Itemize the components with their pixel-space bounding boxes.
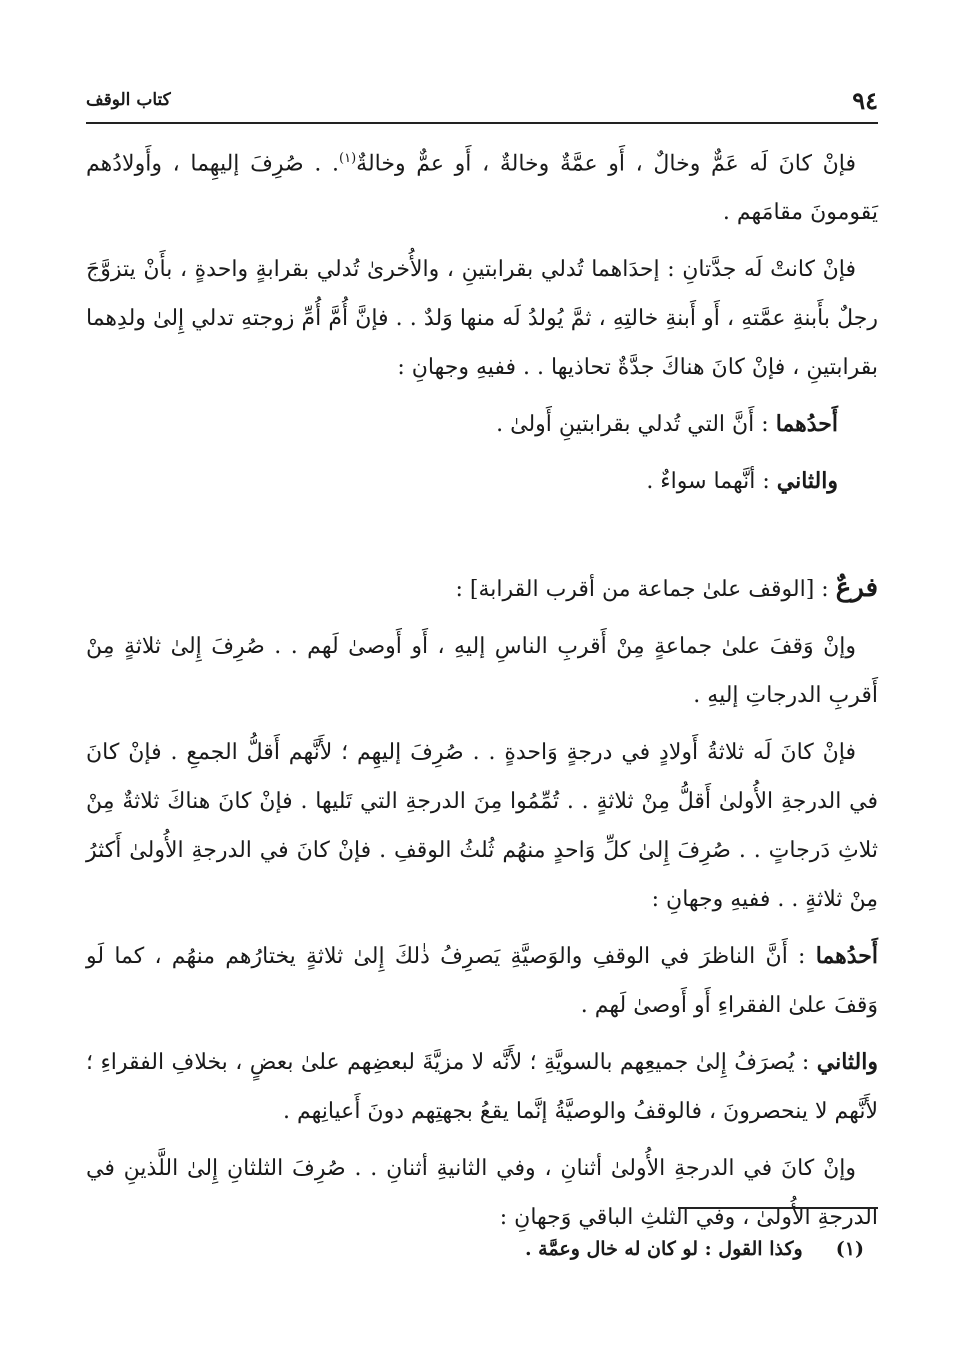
paragraph <box>86 932 878 1030</box>
paragraph-lead: أَحدُهما <box>815 943 878 970</box>
paragraph-text: : أنَّهما سواءٌ . <box>646 469 777 495</box>
paragraph <box>86 134 878 237</box>
footnote-marker: (١) <box>835 1238 864 1260</box>
paragraph-text: فإنْ كانَ لَه عَمٌّ وخالٌ ، أَو عمَّةٌ وخالةٌ ، أَو عمٌّ وخالةٌ <box>356 151 856 177</box>
paragraph-text: : أَنَّ الناظرَ في الوقفِ والوَصيَّةِ يَصرِفُ ذٰلكَ إِلىٰ ثلاثةٍ يختارُهم منهُم ، كما لَو وَقفَ علىٰ الفقراءِ أَو أَوصىٰ لَهم . <box>86 944 878 1019</box>
section-title: : [الوقف علىٰ جماعة من أقرب القرابة] : <box>455 577 836 603</box>
paragraph-lead: والثاني <box>776 468 838 495</box>
page-header <box>86 86 878 124</box>
page-number: ٩٤ <box>852 86 878 115</box>
paragraph <box>86 1038 878 1136</box>
footnote-text: وكذا القول : لو كان له خال وعمَّة . <box>524 1238 803 1260</box>
paragraph-lead: والثاني <box>816 1049 878 1076</box>
paragraph-text: . . صُرِفَ إليهِما ، وأَولادُهم يَقومونَ مقامَهم . <box>86 151 878 226</box>
footnote <box>104 1238 864 1260</box>
section-gap <box>86 514 878 564</box>
paragraph: فإنْ كانَ لَه ثلاثةُ أَولادٍ في درجةٍ وَاحدةٍ . . صُرِفَ إليهِم ؛ لأَنَّهم أَقلُّ الجمعِ . فإنْ كانَ في الدرجةِ الأُولىٰ أَقلُّ مِنْ ثلاثةٍ . . تُمِّمُوا مِنَ الدرجةِ التي تَليها . فإنْ كانَ هناكَ ثلاثةٌ مِنْ ثلاثِ دَرجاتٍ . . صُرِفَ إِلىٰ كلِّ وَاحدٍ منهُم ثُلثُ الوقفِ . فإنْ كانَ في الدرجةِ الأُولىٰ أَكثرُ مِنْ ثلاثةٍ . . ففيهِ وجهانِ : <box>86 740 878 913</box>
section-heading <box>86 564 878 614</box>
footnote-divider <box>678 1207 878 1209</box>
section-lead: فرعٌ <box>835 573 878 604</box>
paragraph-lead: أَحدُهما <box>775 411 838 438</box>
footnote-ref: (١) <box>339 151 357 166</box>
paragraph <box>86 400 878 449</box>
paragraph: فإنْ كانتْ لَه جدَّتانِ : إحدَاهما تُدلي بقرابتينِ ، والأُخرىٰ تُدلي بقرابةٍ واحدةٍ ، بأَنْ يتزوَّجَ رجلٌ بأَبنةِ عمَّتهِ ، أَو أَبنةِ خالتِهِ ، ثمَّ يُولدُ لَه منها وَلدٌ . . فإنَّ أُمَّ أُمِّ زوجتهِ تدلي إِلىٰ ولدِهما بقرابتينِ ، فإنْ كانَ هناكَ جدَّةٌ تحاذيها . . ففيهِ وجهانِ : <box>86 257 878 381</box>
paragraph: وإنْ وَقفَ علىٰ جماعةٍ مِنْ أَقربِ الناسِ إليهِ ، أَو أَوصىٰ لَهم . . صُرِفَ إِلىٰ ثلاثةٍ مِنْ أَقربِ الدرجاتِ إليهِ . <box>86 634 878 709</box>
paragraph: وإنْ كانَ في الدرجةِ الأُولىٰ أثنانِ ، وفي الثانيةِ أثنانِ . . صُرِفَ الثلثانِ إِلىٰ اللَّذينِ في الدرجةِ الأُولىٰ ، وفي الثلثِ الباقي وَجهانِ : <box>86 1156 878 1231</box>
running-title: كتاب الوقف <box>86 90 171 110</box>
paragraph-text: : أَنَّ التي تُدلي بقرابتينِ أَولىٰ . <box>496 412 776 438</box>
main-text <box>86 134 878 1250</box>
paragraph-text: : يُصرَفُ إِلىٰ جميعِهم بالسويَّةِ ؛ لأَنَّه لا مزيَّةَ لبعضِهم علىٰ بعضٍ ، بخلافِ الفقراءِ ؛ لأَنَّهم لا ينحصرونَ ، فالوقفُ والوصيَّةُ إنَّما يقعُ بجهتِهم دونَ أَعيانِهم . <box>86 1050 878 1125</box>
paragraph <box>86 457 878 506</box>
